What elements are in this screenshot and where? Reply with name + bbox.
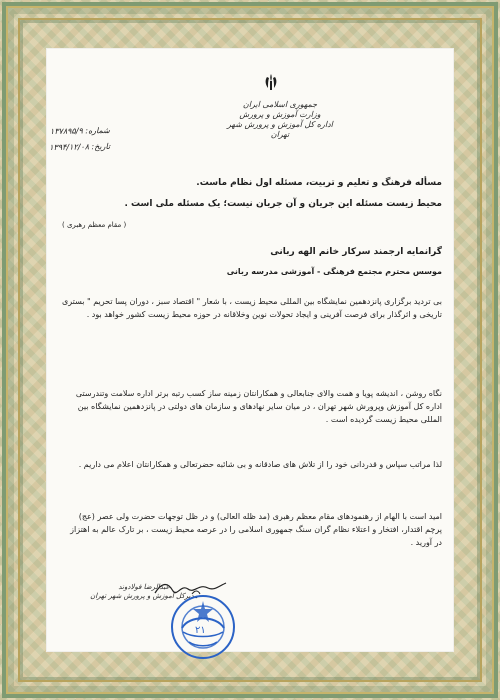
paragraph-3: لذا مراتب سپاس و قدردانی خود را از تلاش های صادقانه و بی شائبه حضرتعالی و همکارانتان اعلام می داریم . xyxy=(78,460,442,469)
document-date xyxy=(0,139,110,157)
national-emblem-icon xyxy=(262,73,280,93)
agency-line-3: اداره کل آموزش و پرورش شهر تهران xyxy=(227,120,333,139)
quote-attribution: ( مقام معظم رهبری ) xyxy=(62,221,127,229)
agency-line-2: وزارت آموزش و پرورش xyxy=(239,110,321,119)
quote-text: محیط زیست مسئله این جریان و آن جریان نیست؛ یک مسئله ملی است . xyxy=(124,199,442,209)
date-label: تاریخ: xyxy=(91,141,111,152)
signature-name: عبدالرضا فولادوند xyxy=(118,583,170,591)
paragraph-2: نگاه روشن ، اندیشه پویا و همت والای جنابعالی و همکارانتان زمینه ساز کسب رتبه برتر اداره سلامت وتندرستی اداره کل آموزش وپرورش شهر تهران ، در میان سایر نهادهای و سازمان های دولتی در پانزدهمین نمایشگاه بین المللی محیط زیست گردیده است . xyxy=(75,389,442,424)
headline-text: مسأله فرهنگ و تعلیم و تربیت، مسئله اول نظام ماست. xyxy=(196,178,442,188)
official-stamp xyxy=(158,582,248,672)
document-meta xyxy=(0,123,110,157)
agency-block xyxy=(220,100,340,140)
paragraph-1: بی تردید برگزاری پانزدهمین نمایشگاه بین المللی محیط زیست ، با شعار " اقتصاد سبز ، دوران پسا تحریم " بستری تاریخی و اثرگذار برای فرصت آفرینی و ایجاد تحولات نوین وخلاقانه در حوزه محیط زیست کشور خواهد بود . xyxy=(61,297,442,319)
signature-position: مدیرکل آموزش و پرورش شهر تهران xyxy=(90,592,198,600)
date-value: ۱۳۹۴/۱۲/۰۸ xyxy=(49,142,90,153)
number-label: شماره: xyxy=(85,125,110,136)
paragraph-4: امید است با الهام از رهنمودهای مقام معظم رهبری (مد ظله العالی) و در ظل توجهات حضرت ولی عصر (عج) پرچم اقتدار، افتخار و اعتلاء نظام گران سنگ جمهوری اسلامی را در عرصه محیط زیست ، بر تارک عالم به اهتزاز در آورید . xyxy=(70,512,442,547)
svg-text:۲۱: ۲۱ xyxy=(195,625,206,636)
recipient-institution: موسس محترم مجتمع فرهنگی - آموزشی مدرسه ربانی xyxy=(226,267,442,276)
agency-line-1: جمهوری اسلامی ایران xyxy=(242,100,318,109)
number-value: ۱۳۷۸۹۵/۹ xyxy=(49,126,83,136)
recipient-name: گرانمایه ارجمند سرکار خانم الهه ربانی xyxy=(270,247,442,257)
